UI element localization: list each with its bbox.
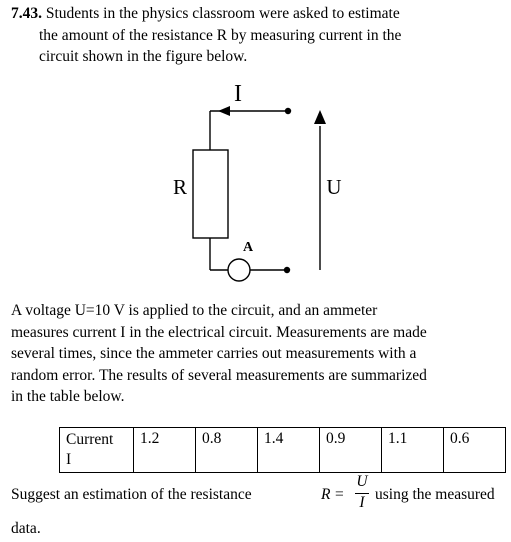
formula-lhs: R: [321, 486, 331, 503]
label-ammeter: A: [242, 240, 254, 255]
label-resistor: R: [172, 175, 188, 199]
description-line-1: A voltage U=10 V is applied to the circuit, and an ammeter: [11, 302, 378, 319]
description-line-2: measures current I in the electrical circuit. Measurements are made: [11, 323, 427, 341]
description-paragraph: [11, 300, 507, 408]
table-cell: 1.1: [382, 428, 444, 473]
table-cell: 0.6: [444, 428, 506, 473]
voltage-arrow-icon: [314, 110, 326, 124]
question-suffix: using the measured: [375, 486, 495, 503]
table-cell: 0.9: [320, 428, 382, 473]
table-header-line-2: I: [66, 451, 72, 468]
table-cell: 1.2: [134, 428, 196, 473]
ammeter: [228, 259, 250, 281]
table-header-cell: [60, 428, 134, 473]
table-row: [60, 428, 506, 473]
measurement-table: [59, 427, 506, 473]
formula-denominator: I: [359, 494, 365, 511]
problem-line-2: the amount of the resistance R by measuring current in the: [39, 26, 402, 44]
top-terminal: [285, 108, 291, 114]
label-voltage: U: [326, 175, 342, 199]
current-arrow-icon: [218, 106, 230, 116]
circuit-diagram: [150, 78, 360, 293]
problem-number: 7.43.: [11, 5, 42, 22]
question-prefix: Suggest an estimation of the resistance: [11, 486, 252, 503]
problem-statement: [11, 3, 507, 68]
resistor: [193, 150, 228, 238]
table-cell: 1.4: [258, 428, 320, 473]
bottom-terminal: [284, 267, 290, 273]
problem-line-3: circuit shown in the figure below.: [39, 48, 248, 65]
question-last-word: data.: [11, 520, 41, 537]
problem-line-1: Students in the physics classroom were asked to estimate: [45, 5, 400, 22]
table-header-line-1: Current: [66, 431, 114, 448]
description-line-5: in the table below.: [11, 388, 125, 405]
description-line-3: several times, since the ammeter carries out measurements with a: [11, 345, 417, 362]
formula-numerator: U: [356, 473, 368, 490]
formula-equals: =: [335, 486, 344, 503]
formula-fraction: [355, 473, 369, 512]
label-current: I: [234, 81, 242, 107]
table-cell: 0.8: [196, 428, 258, 473]
description-line-4: random error. The results of several measurements are summarized: [11, 366, 427, 384]
